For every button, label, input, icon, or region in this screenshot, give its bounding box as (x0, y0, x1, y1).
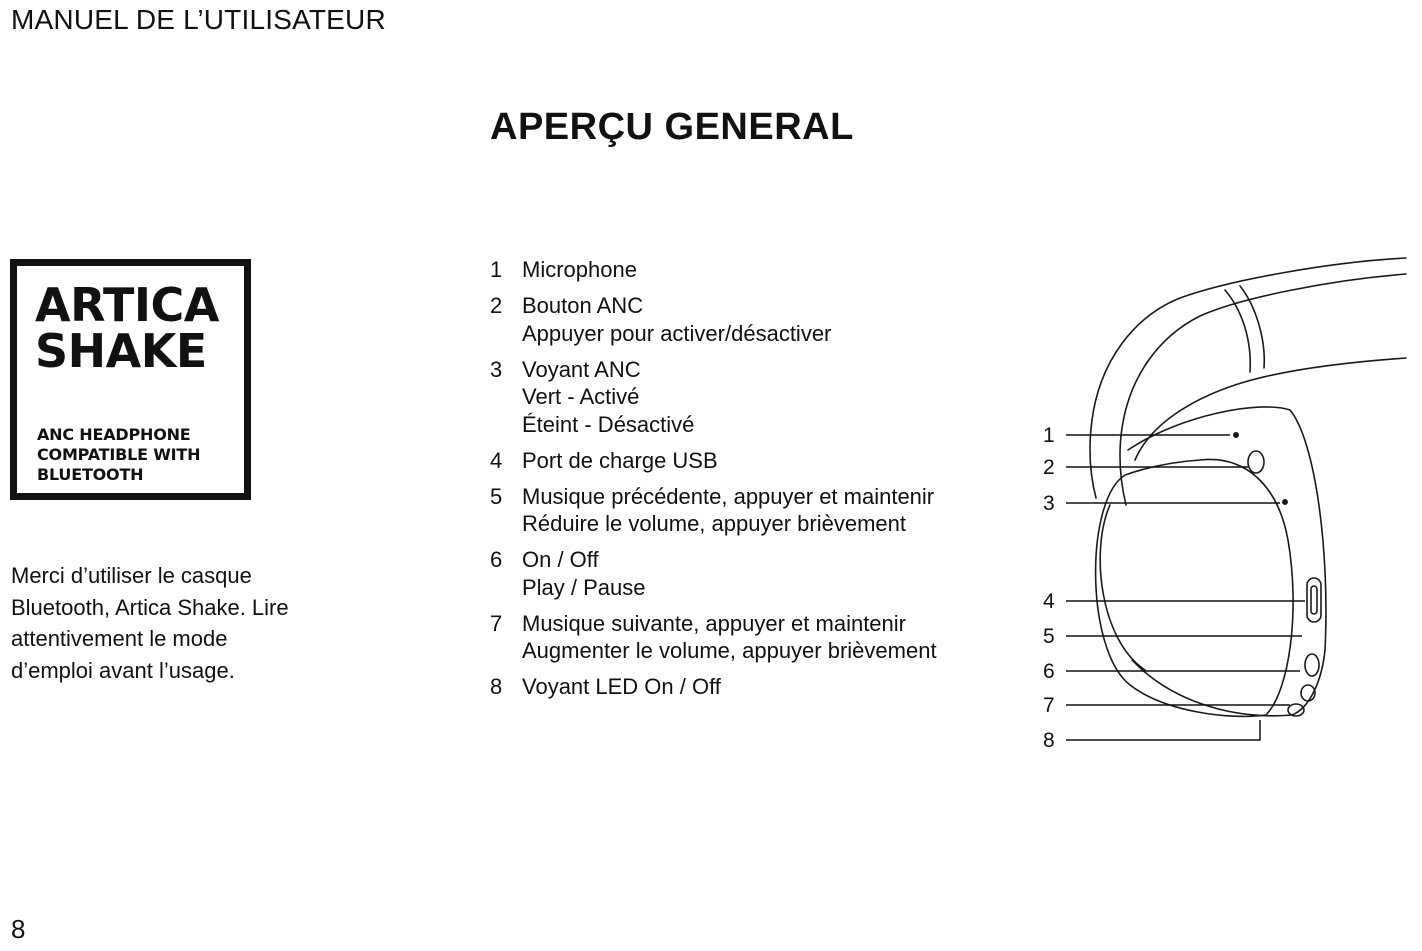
logo-tagline-line: BLUETOOTH (37, 465, 144, 484)
logo-product-name (35, 278, 219, 378)
microphone-hole-marker (1234, 433, 1238, 437)
callout-number-4: 4 (1043, 590, 1055, 613)
feature-line: Réduire le volume, appuyer brièvement (522, 511, 906, 536)
feature-line: Appuyer pour activer/désactiver (522, 320, 832, 346)
logo-tagline (37, 425, 200, 485)
feature-item-usb-port (490, 447, 937, 475)
feature-item-anc-indicator (490, 356, 937, 439)
feature-item-led-indicator (490, 673, 937, 701)
usb-port-inner (1311, 586, 1317, 614)
feature-line: Musique suivante, appuyer et maintenir (522, 610, 906, 636)
feature-line: Bouton ANC (522, 293, 644, 318)
callout-line-8 (1066, 720, 1260, 740)
callout-number-5: 5 (1043, 625, 1055, 648)
feature-line: Play / Pause (522, 574, 646, 600)
logo-tagline-line: COMPATIBLE WITH (37, 445, 201, 464)
feature-number: 3 (490, 356, 503, 382)
product-logo (10, 259, 251, 500)
callout-number-6: 6 (1043, 660, 1055, 683)
feature-line: Éteint - Désactivé (522, 411, 695, 437)
logo-name-line: ARTICA (35, 278, 219, 332)
ear-cup-housing (1128, 407, 1326, 716)
feature-number: 4 (490, 447, 503, 473)
logo-tagline-line: ANC HEADPHONE (37, 425, 191, 444)
section-title: APERÇU GENERAL (490, 106, 854, 148)
feature-number: 1 (490, 257, 503, 282)
headband-inner (1120, 274, 1406, 505)
feature-item-anc-button (490, 292, 937, 347)
feature-number: 7 (490, 610, 503, 636)
feature-line: Vert - Activé (522, 384, 640, 409)
feature-line: Port de charge USB (522, 447, 718, 473)
headband-lower (1135, 358, 1406, 460)
previous-button-marker (1305, 654, 1319, 676)
feature-line: On / Off (522, 547, 599, 572)
anc-indicator-marker (1283, 500, 1287, 504)
feature-item-next-track (490, 610, 937, 665)
headphone-diagram (1030, 250, 1422, 760)
feature-list (490, 256, 937, 709)
feature-line: Musique précédente, appuyer et maintenir (522, 483, 935, 509)
feature-number: 2 (490, 293, 503, 318)
feature-line: Microphone (522, 257, 637, 282)
feature-line: Voyant ANC (522, 356, 641, 382)
ear-cushion-inner (1100, 505, 1145, 670)
feature-number: 5 (490, 483, 503, 509)
callout-number-3: 3 (1043, 492, 1055, 515)
usb-port-marker (1307, 578, 1321, 622)
feature-item-previous-track (490, 483, 937, 538)
anc-button-marker (1248, 451, 1264, 473)
feature-number: 6 (490, 547, 503, 572)
logo-name-line: SHAKE (35, 324, 207, 378)
next-button-marker (1288, 704, 1304, 716)
feature-line: Voyant LED On / Off (522, 674, 721, 699)
intro-text: Merci d’utiliser le casque Bluetooth, Artica Shake. Lire attentivement le mode d’emploi avant l’usage. (11, 563, 289, 683)
callout-number-1: 1 (1043, 424, 1055, 447)
page-number: 8 (11, 914, 26, 944)
feature-line: Augmenter le volume, appuyer brièvement (522, 638, 937, 663)
callout-number-8: 8 (1043, 729, 1055, 752)
callout-number-7: 7 (1043, 694, 1055, 717)
manual-header-title: MANUEL DE L’UTILISATEUR (11, 4, 386, 35)
feature-number: 8 (490, 674, 503, 699)
feature-item-power-play (490, 546, 937, 601)
feature-item-microphone (490, 256, 937, 284)
callout-number-2: 2 (1043, 456, 1055, 479)
